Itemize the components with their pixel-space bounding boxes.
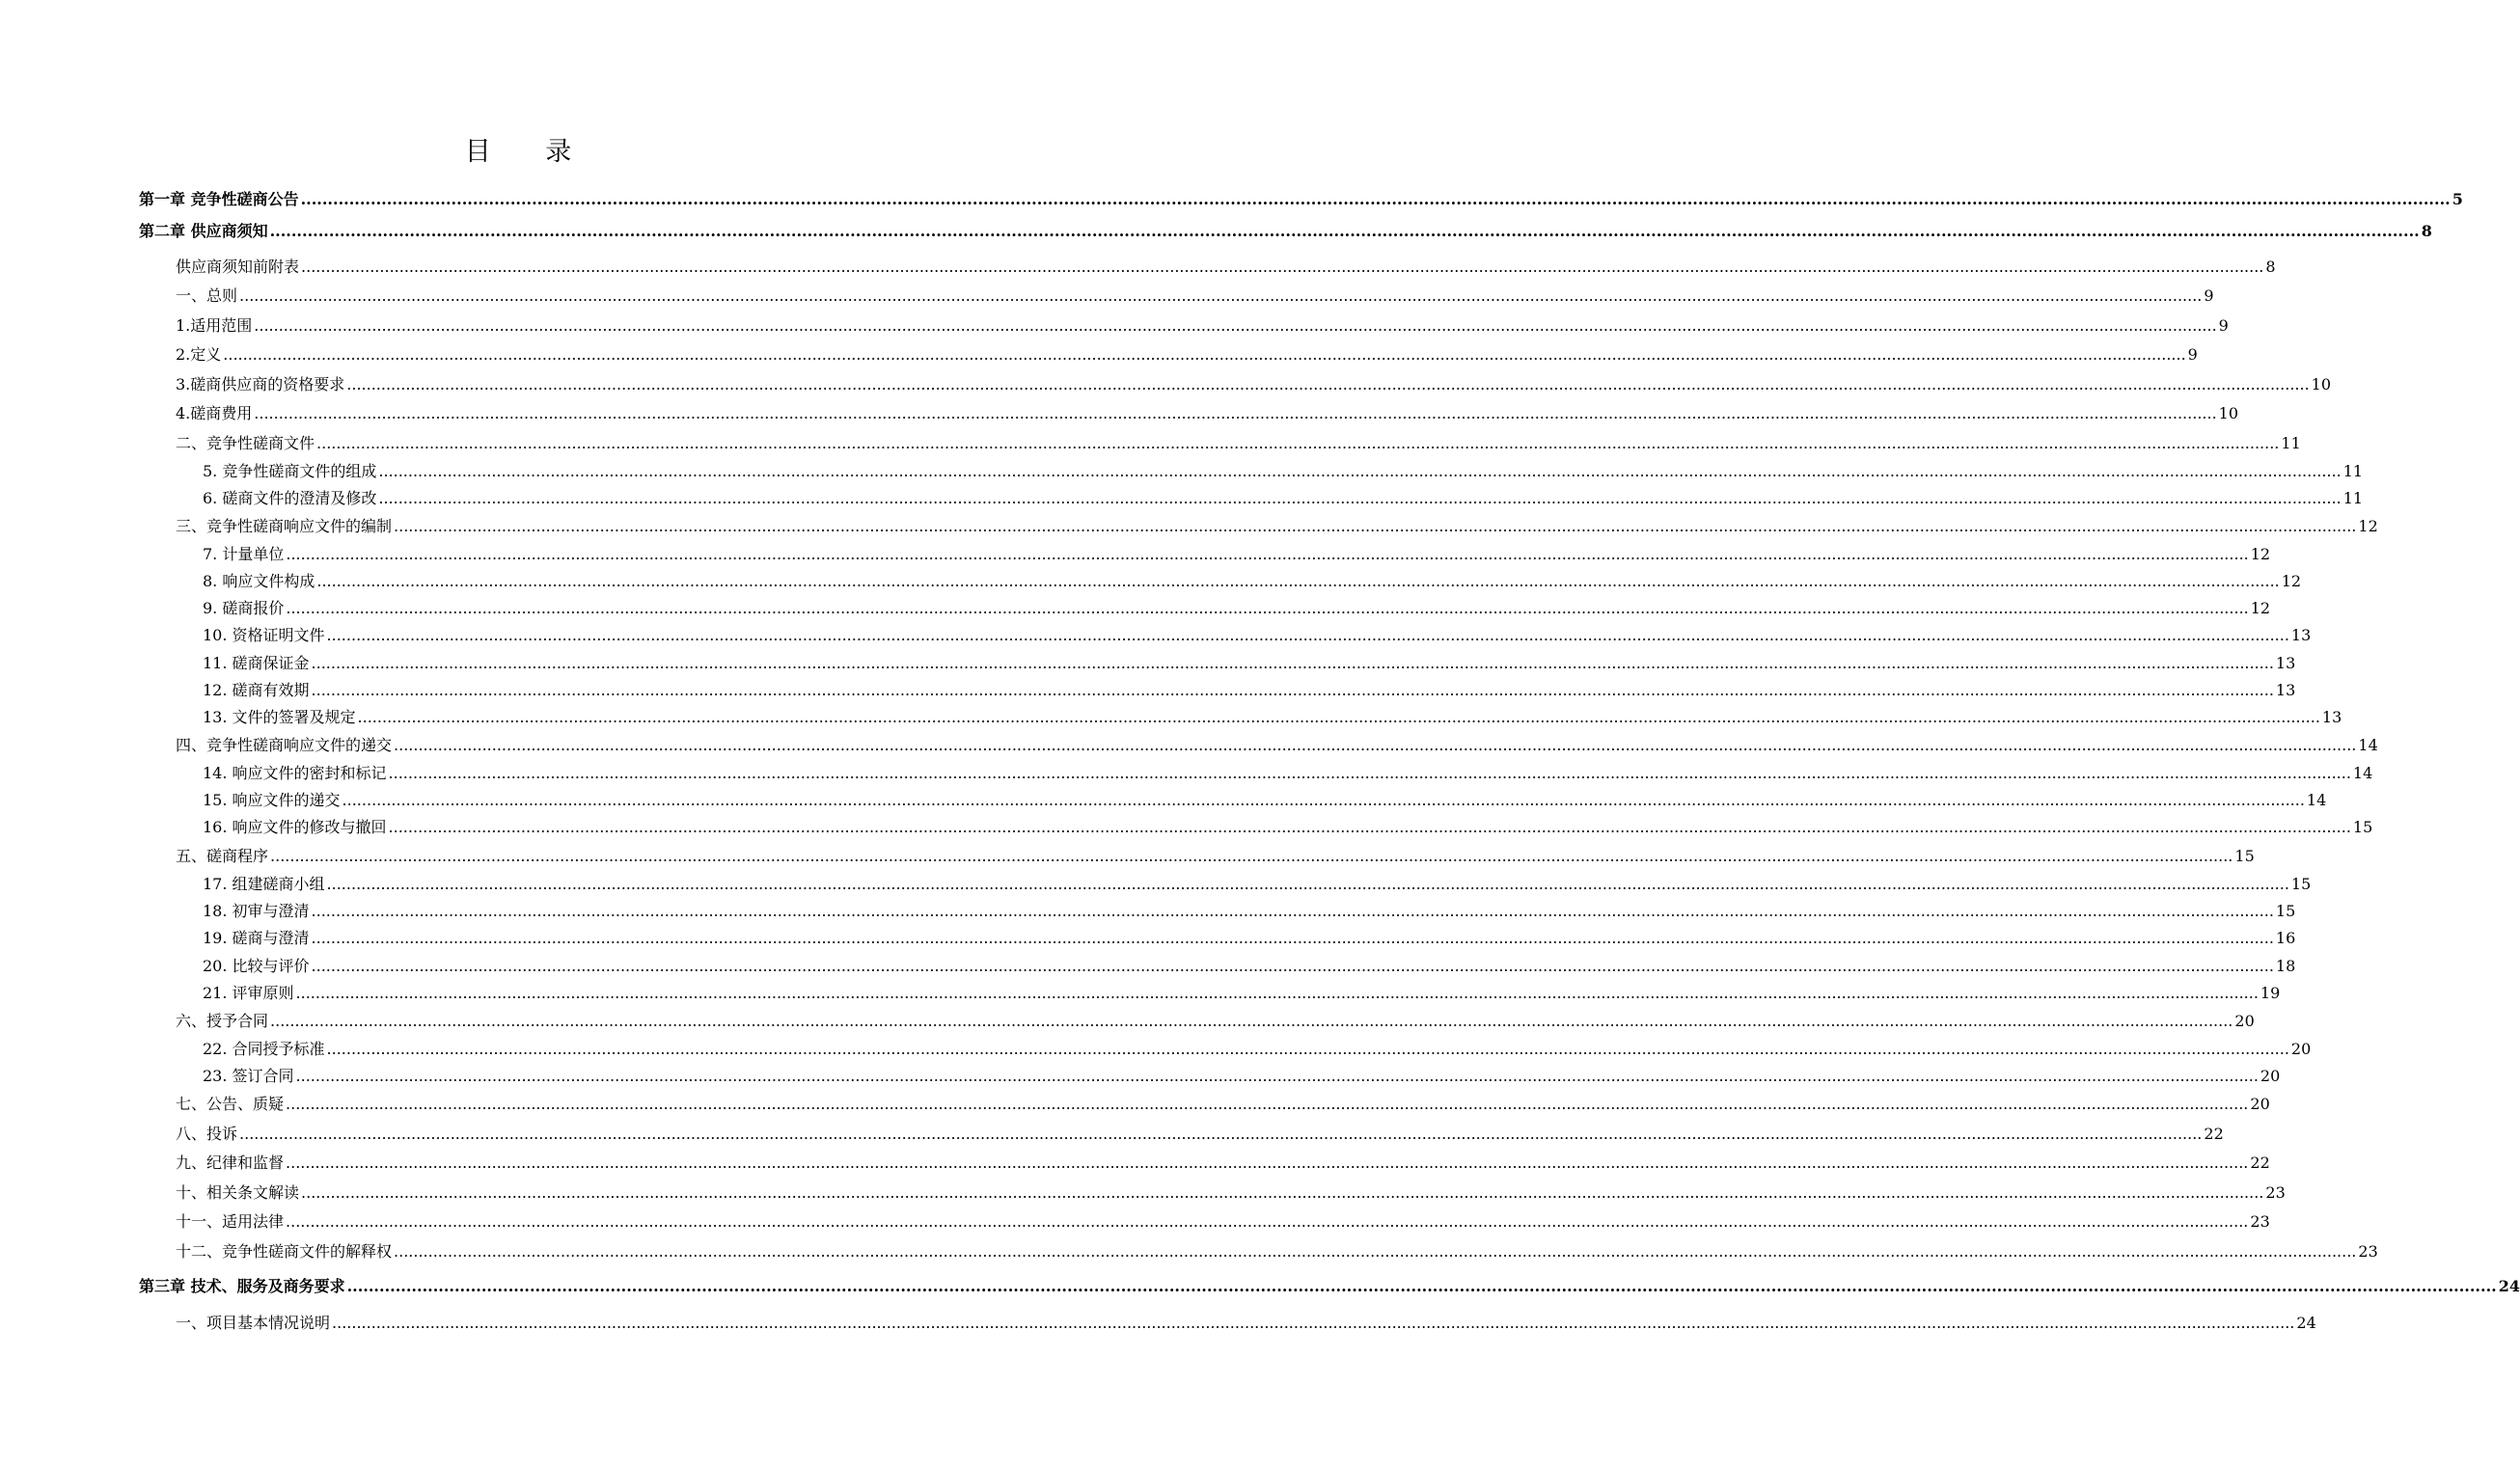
toc-entry-page-number: 11: [2281, 434, 2301, 452]
toc-entry-page-number: 12: [2250, 545, 2271, 563]
toc-entry-label: 一、总则: [176, 286, 238, 305]
toc-leader-dots: ................................................................................................................................................................................................................................................................................................................................................................................................................: [311, 957, 2274, 975]
toc-entry-label: 7. 计量单位: [203, 545, 285, 563]
toc-entry-page-number: 10: [2218, 404, 2239, 422]
toc-title: 目 录: [464, 137, 595, 167]
toc-leader-dots: ................................................................................................................................................................................................................................................................................................................................................................................................................: [326, 626, 2289, 644]
toc-leader-dots: ................................................................................................................................................................................................................................................................................................................................................................................................................: [223, 345, 2186, 364]
toc-entry[interactable]: [203, 928, 2296, 949]
toc-leader-dots: ................................................................................................................................................................................................................................................................................................................................................................................................................: [388, 764, 2351, 782]
toc-entry-page-number: 15: [2234, 847, 2255, 865]
toc-entry[interactable]: [203, 680, 2296, 701]
toc-leader-dots: ................................................................................................................................................................................................................................................................................................................................................................................................................: [311, 902, 2274, 920]
toc-entry-label: 9. 磋商报价: [203, 599, 285, 617]
toc-entry[interactable]: [176, 315, 2229, 337]
toc-entry-page-number: 24: [2296, 1314, 2316, 1332]
toc-entry-page-number: 12: [2250, 599, 2271, 617]
toc-entry-page-number: 16: [2275, 929, 2296, 947]
toc-entry-page-number: 5: [2452, 190, 2463, 208]
toc-entry-label: 3.磋商供应商的资格要求: [176, 375, 345, 394]
toc-leader-dots: ................................................................................................................................................................................................................................................................................................................................................................................................................: [394, 517, 2357, 535]
toc-entry-page-number: 19: [2260, 984, 2281, 1002]
toc-entry-label: 4.磋商费用: [176, 404, 253, 422]
toc-entry-page-number: 15: [2352, 818, 2373, 836]
toc-entry-label: 第一章 竞争性磋商公告: [139, 190, 299, 208]
toc-entry[interactable]: [176, 344, 2198, 366]
toc-leader-dots: ................................................................................................................................................................................................................................................................................................................................................................................................................: [311, 681, 2274, 699]
toc-entry-label: 五、磋商程序: [176, 847, 269, 865]
toc-leader-dots: ................................................................................................................................................................................................................................................................................................................................................................................................................: [286, 1095, 2249, 1113]
toc-entry-page-number: 23: [2250, 1212, 2270, 1231]
toc-entry[interactable]: [176, 1124, 2224, 1145]
toc-entry-label: 七、公告、质疑: [176, 1095, 285, 1113]
toc-entry[interactable]: [203, 874, 2312, 895]
toc-entry[interactable]: [203, 901, 2296, 922]
toc-entry-page-number: 13: [2275, 681, 2296, 699]
toc-entry-page-number: 11: [2342, 489, 2364, 507]
toc-entry-label: 5. 竞争性磋商文件的组成: [203, 462, 377, 480]
toc-leader-dots: ................................................................................................................................................................................................................................................................................................................................................................................................................: [394, 1242, 2357, 1261]
toc-leader-dots: ................................................................................................................................................................................................................................................................................................................................................................................................................: [270, 847, 2233, 865]
toc-entry-page-number: 15: [2275, 902, 2296, 920]
toc-leader-dots: ................................................................................................................................................................................................................................................................................................................................................................................................................: [388, 818, 2351, 836]
toc-leader-dots: ................................................................................................................................................................................................................................................................................................................................................................................................................: [300, 190, 2451, 208]
toc-entry[interactable]: [176, 1094, 2270, 1115]
toc-entry[interactable]: [203, 625, 2312, 646]
toc-entry-page-number: 20: [2234, 1012, 2255, 1030]
toc-leader-dots: ................................................................................................................................................................................................................................................................................................................................................................................................................: [270, 1012, 2233, 1030]
toc-entry-label: 二、竞争性磋商文件: [176, 434, 315, 452]
toc-entry-label: 22. 合同授予标准: [203, 1040, 325, 1058]
toc-entry-page-number: 20: [2290, 1040, 2312, 1058]
toc-entry[interactable]: [176, 516, 2378, 537]
toc-entry-label: 6. 磋商文件的澄清及修改: [203, 489, 377, 507]
toc-leader-dots: ................................................................................................................................................................................................................................................................................................................................................................................................................: [269, 222, 2420, 240]
toc-leader-dots: ................................................................................................................................................................................................................................................................................................................................................................................................................: [239, 1125, 2203, 1143]
toc-entry[interactable]: [176, 374, 2332, 395]
toc-leader-dots: ................................................................................................................................................................................................................................................................................................................................................................................................................: [301, 1183, 2264, 1202]
toc-entry-page-number: 11: [2342, 462, 2364, 480]
toc-entry[interactable]: [203, 707, 2342, 728]
toc-entry[interactable]: [203, 544, 2271, 565]
toc-leader-dots: ................................................................................................................................................................................................................................................................................................................................................................................................................: [254, 316, 2217, 335]
toc-entry[interactable]: [203, 763, 2373, 784]
toc-entry-label: 20. 比较与评价: [203, 957, 310, 975]
toc-entry-label: 8. 响应文件构成: [203, 572, 315, 590]
toc-entry-page-number: 23: [2358, 1242, 2378, 1261]
toc-entry-label: 一、项目基本情况说明: [176, 1314, 331, 1332]
toc-entry-page-number: 14: [2352, 764, 2373, 782]
toc-entry-page-number: 9: [2218, 316, 2229, 335]
toc-entry-label: 15. 响应文件的递交: [203, 791, 341, 809]
toc-entry-page-number: 15: [2290, 875, 2312, 893]
toc-entry-page-number: 9: [2204, 286, 2214, 305]
toc-entry[interactable]: [203, 571, 2302, 592]
toc-leader-dots: ................................................................................................................................................................................................................................................................................................................................................................................................................: [316, 572, 2280, 590]
toc-leader-dots: ................................................................................................................................................................................................................................................................................................................................................................................................................: [295, 984, 2259, 1002]
toc-entry-page-number: 14: [2358, 736, 2378, 754]
toc-entry[interactable]: [203, 790, 2327, 811]
toc-entry-label: 第二章 供应商须知: [139, 222, 268, 240]
toc-entry-page-number: 13: [2275, 654, 2296, 672]
toc-entry-label: 八、投诉: [176, 1125, 238, 1143]
toc-entry[interactable]: [176, 1011, 2255, 1032]
toc-leader-dots: ................................................................................................................................................................................................................................................................................................................................................................................................................: [254, 404, 2217, 422]
toc-leader-dots: ................................................................................................................................................................................................................................................................................................................................................................................................................: [357, 708, 2320, 726]
toc-entry[interactable]: [203, 653, 2296, 674]
toc-entry-label: 12. 磋商有效期: [203, 681, 310, 699]
toc-chapter-entry[interactable]: [139, 1276, 2520, 1297]
toc-entry[interactable]: [176, 403, 2239, 424]
toc-leader-dots: ................................................................................................................................................................................................................................................................................................................................................................................................................: [342, 791, 2305, 809]
toc-entry-label: 10. 资格证明文件: [203, 626, 325, 644]
toc-leader-dots: ................................................................................................................................................................................................................................................................................................................................................................................................................: [311, 929, 2274, 947]
toc-entry-label: 23. 签订合同: [203, 1067, 294, 1085]
toc-entry[interactable]: [203, 817, 2373, 838]
toc-entry-page-number: 12: [2358, 517, 2378, 535]
toc-entry-page-number: 22: [2250, 1154, 2270, 1172]
toc-leader-dots: ................................................................................................................................................................................................................................................................................................................................................................................................................: [346, 1277, 2497, 1295]
toc-entry[interactable]: [203, 983, 2281, 1004]
toc-entry-page-number: 20: [2250, 1095, 2270, 1113]
toc-entry[interactable]: [203, 488, 2364, 509]
toc-entry-label: 2.定义: [176, 345, 222, 364]
toc-entry[interactable]: [176, 1313, 2316, 1334]
toc-entry-page-number: 20: [2260, 1067, 2281, 1085]
toc-entry-page-number: 13: [2321, 708, 2342, 726]
toc-entry[interactable]: [176, 1153, 2270, 1174]
toc-entry-page-number: 10: [2311, 375, 2332, 394]
toc-entry-label: 16. 响应文件的修改与撤回: [203, 818, 387, 836]
toc-entry-label: 11. 磋商保证金: [203, 654, 310, 672]
toc-leader-dots: ................................................................................................................................................................................................................................................................................................................................................................................................................: [286, 1212, 2249, 1231]
toc-leader-dots: ................................................................................................................................................................................................................................................................................................................................................................................................................: [378, 489, 2342, 507]
toc-entry-label: 九、纪律和监督: [176, 1154, 285, 1172]
toc-entry[interactable]: [203, 461, 2364, 482]
toc-entry-label: 14. 响应文件的密封和标记: [203, 764, 387, 782]
toc-leader-dots: ................................................................................................................................................................................................................................................................................................................................................................................................................: [301, 258, 2264, 276]
toc-entry-page-number: 13: [2290, 626, 2312, 644]
toc-entry-label: 三、竞争性磋商响应文件的编制: [176, 517, 393, 535]
toc-entry-page-number: 24: [2498, 1277, 2520, 1295]
toc-leader-dots: ................................................................................................................................................................................................................................................................................................................................................................................................................: [346, 375, 2310, 394]
toc-entry[interactable]: [203, 1039, 2312, 1060]
toc-leader-dots: ................................................................................................................................................................................................................................................................................................................................................................................................................: [326, 875, 2289, 893]
toc-chapter-entry[interactable]: [139, 189, 2463, 210]
toc-leader-dots: ................................................................................................................................................................................................................................................................................................................................................................................................................: [286, 1154, 2249, 1172]
toc-leader-dots: ................................................................................................................................................................................................................................................................................................................................................................................................................: [295, 1067, 2259, 1085]
toc-entry-label: 四、竞争性磋商响应文件的递交: [176, 736, 393, 754]
toc-entry-page-number: 14: [2306, 791, 2327, 809]
toc-entry[interactable]: [203, 956, 2296, 977]
toc-entry-label: 18. 初审与澄清: [203, 902, 310, 920]
toc-entry-label: 十二、竞争性磋商文件的解释权: [176, 1242, 393, 1261]
toc-entry-page-number: 18: [2275, 957, 2296, 975]
toc-chapter-entry[interactable]: [139, 221, 2432, 242]
toc-entry[interactable]: [176, 433, 2301, 454]
toc-entry[interactable]: [203, 1066, 2281, 1087]
toc-entry-label: 十、相关条文解读: [176, 1183, 300, 1202]
toc-entry[interactable]: [176, 257, 2276, 278]
toc-entry-label: 十一、适用法律: [176, 1212, 285, 1231]
toc-leader-dots: ................................................................................................................................................................................................................................................................................................................................................................................................................: [239, 286, 2203, 305]
toc-entry-page-number: 8: [2265, 258, 2276, 276]
toc-entry[interactable]: [176, 846, 2255, 867]
toc-entry-page-number: 23: [2265, 1183, 2286, 1202]
toc-leader-dots: ................................................................................................................................................................................................................................................................................................................................................................................................................: [326, 1040, 2289, 1058]
toc-leader-dots: ................................................................................................................................................................................................................................................................................................................................................................................................................: [394, 736, 2357, 754]
toc-entry[interactable]: [176, 1241, 2378, 1262]
toc-entry-page-number: 8: [2421, 222, 2432, 240]
toc-entry-page-number: 12: [2281, 572, 2302, 590]
toc-entry[interactable]: [176, 1182, 2286, 1204]
toc-leader-dots: ................................................................................................................................................................................................................................................................................................................................................................................................................: [286, 599, 2249, 617]
toc-leader-dots: ................................................................................................................................................................................................................................................................................................................................................................................................................: [378, 462, 2342, 480]
toc-entry[interactable]: [176, 735, 2378, 756]
toc-leader-dots: ................................................................................................................................................................................................................................................................................................................................................................................................................: [332, 1314, 2295, 1332]
toc-entry-page-number: 22: [2204, 1125, 2224, 1143]
toc-entry-page-number: 9: [2187, 345, 2198, 364]
toc-entry-label: 13. 文件的签署及规定: [203, 708, 356, 726]
toc-entry-label: 第三章 技术、服务及商务要求: [139, 1277, 345, 1295]
toc-entry-label: 19. 磋商与澄清: [203, 929, 310, 947]
toc-entry[interactable]: [176, 285, 2214, 307]
toc-entry[interactable]: [176, 1211, 2270, 1233]
toc-entry-label: 六、授予合同: [176, 1012, 269, 1030]
toc-leader-dots: ................................................................................................................................................................................................................................................................................................................................................................................................................: [286, 545, 2249, 563]
toc-leader-dots: ................................................................................................................................................................................................................................................................................................................................................................................................................: [311, 654, 2274, 672]
toc-entry-label: 1.适用范围: [176, 316, 253, 335]
toc-entry-label: 供应商须知前附表: [176, 258, 300, 276]
toc-leader-dots: ................................................................................................................................................................................................................................................................................................................................................................................................................: [316, 434, 2280, 452]
toc-entry-label: 17. 组建磋商小组: [203, 875, 325, 893]
toc-entry-label: 21. 评审原则: [203, 984, 294, 1002]
toc-entry[interactable]: [203, 598, 2271, 619]
